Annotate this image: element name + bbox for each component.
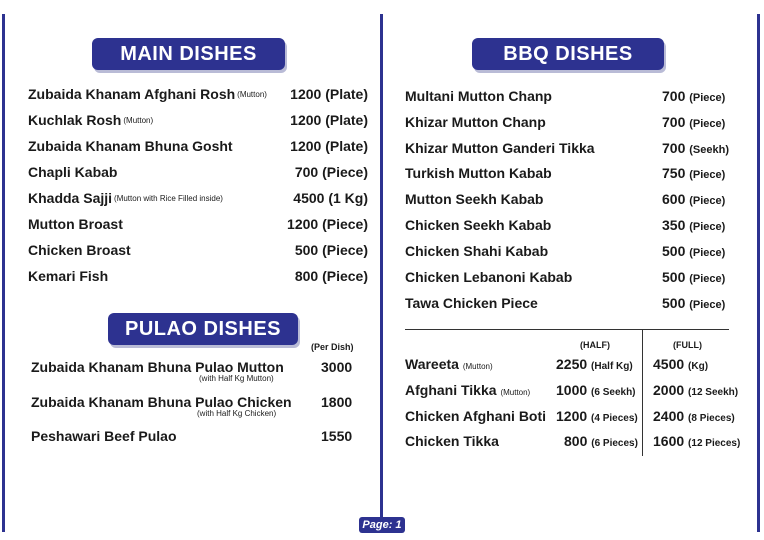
dish-price: 700 (Piece) bbox=[662, 114, 726, 130]
main-dish-item bbox=[28, 187, 368, 209]
full-price: 2400 (8 Pieces) bbox=[653, 408, 735, 424]
half-price: 800 (6 Pieces) bbox=[564, 433, 638, 449]
dish-name: Tawa Chicken Piece bbox=[405, 295, 538, 311]
dish-name: Khizar Mutton Chanp bbox=[405, 114, 546, 130]
pulao-dish-item bbox=[31, 428, 361, 444]
dish-price: 600 (Piece) bbox=[662, 191, 726, 207]
dish-note: (with Half Kg Mutton) bbox=[199, 374, 274, 383]
dish-name: Zubaida Khanam Afghani Rosh bbox=[28, 86, 236, 102]
per-dish-label: (Per Dish) bbox=[311, 342, 354, 352]
dish-price: 750 (Piece) bbox=[662, 165, 726, 181]
bbq-dishes-header: BBQ DISHES bbox=[472, 38, 664, 70]
dish-price: 500 (Piece) bbox=[662, 269, 726, 285]
dish-name: Chicken Shahi Kabab bbox=[405, 243, 549, 259]
main-dish-item bbox=[28, 213, 368, 235]
right-border-line bbox=[757, 14, 760, 532]
dish-name: Mutton Broast bbox=[28, 216, 123, 232]
bbq-dish-item bbox=[405, 85, 733, 107]
half-column-header: (HALF) bbox=[580, 340, 610, 350]
pulao-dish-item bbox=[31, 394, 361, 418]
half-price: 2250 (Half Kg) bbox=[556, 356, 633, 372]
main-dishes-header: MAIN DISHES bbox=[92, 38, 285, 70]
bbq-dish-item bbox=[405, 137, 733, 159]
dish-price: 500 (Piece) bbox=[294, 242, 368, 258]
dish-note: (with Half Kg Chicken) bbox=[197, 409, 277, 418]
dish-name: Chapli Kabab bbox=[28, 164, 118, 180]
dish-name: Chicken Afghani Boti bbox=[405, 408, 547, 424]
dish-name: Zubaida Khanam Bhuna Pulao Mutton bbox=[31, 359, 284, 375]
bbq-dish-item bbox=[405, 266, 733, 288]
center-divider-line bbox=[380, 14, 383, 520]
half-price: 1000 (6 Seekh) bbox=[556, 382, 636, 398]
dish-name: Khizar Mutton Ganderi Tikka bbox=[405, 140, 595, 156]
dish-note: (Mutton) bbox=[237, 89, 267, 99]
left-border-line bbox=[2, 14, 5, 532]
bbq-dish-item bbox=[405, 292, 733, 314]
pulao-dishes-header: PULAO DISHES bbox=[108, 313, 298, 345]
dish-name: Chicken Lebanoni Kabab bbox=[405, 269, 573, 285]
dish-price: 1200 (Plate) bbox=[290, 86, 368, 102]
dish-name: Afghani Tikka (Mutton) bbox=[405, 382, 531, 398]
main-dish-item bbox=[28, 109, 368, 131]
dish-price: 1200 (Piece) bbox=[287, 216, 368, 232]
dish-name: Multani Mutton Chanp bbox=[405, 88, 552, 104]
main-dish-item bbox=[28, 83, 368, 105]
dish-price: 1550 bbox=[321, 428, 353, 444]
dish-price: 500 (Piece) bbox=[662, 295, 726, 311]
full-price: 2000 (12 Seekh) bbox=[653, 382, 739, 398]
pulao-dish-item bbox=[31, 359, 361, 383]
dish-price: 350 (Piece) bbox=[662, 217, 726, 233]
dish-price: 700 (Piece) bbox=[294, 164, 368, 180]
full-price: 4500 (Kg) bbox=[653, 356, 709, 372]
bbq-dish-item bbox=[405, 214, 733, 236]
dish-name: Kemari Fish bbox=[28, 268, 109, 284]
dish-price: 1800 bbox=[321, 394, 353, 410]
dish-name: Peshawari Beef Pulao bbox=[31, 428, 177, 444]
table-row bbox=[405, 356, 745, 378]
dish-price: 800 (Piece) bbox=[294, 268, 368, 284]
dish-name: Zubaida Khanam Bhuna Gosht bbox=[28, 138, 233, 154]
dish-price: 3000 bbox=[321, 359, 353, 375]
dish-price: 4500 (1 Kg) bbox=[293, 190, 368, 206]
dish-note: (Mutton with Rice Filled inside) bbox=[114, 193, 223, 203]
bbq-dish-item bbox=[405, 240, 733, 262]
table-top-rule bbox=[405, 329, 729, 330]
dish-name: Kuchlak Rosh bbox=[28, 112, 122, 128]
half-price: 1200 (4 Pieces) bbox=[556, 408, 638, 424]
page-number-badge: Page: 1 bbox=[359, 517, 405, 533]
dish-name: Zubaida Khanam Bhuna Pulao Chicken bbox=[31, 394, 292, 410]
dish-name: Mutton Seekh Kabab bbox=[405, 191, 544, 207]
dish-price: 1200 (Plate) bbox=[290, 138, 368, 154]
dish-name: Khadda Sajji bbox=[28, 190, 113, 206]
full-column-header: (FULL) bbox=[673, 340, 702, 350]
main-dish-item bbox=[28, 135, 368, 157]
dish-name: Wareeta (Mutton) bbox=[405, 356, 493, 372]
dish-price: 1200 (Plate) bbox=[290, 112, 368, 128]
dish-note: (Mutton) bbox=[123, 115, 154, 125]
dish-name: Chicken Tikka bbox=[405, 433, 499, 449]
table-row bbox=[405, 408, 745, 430]
table-row bbox=[405, 433, 745, 455]
dish-name: Turkish Mutton Kabab bbox=[405, 165, 552, 181]
dish-name: Chicken Seekh Kabab bbox=[405, 217, 552, 233]
dish-name: Chicken Broast bbox=[28, 242, 131, 258]
bbq-dish-item bbox=[405, 188, 733, 210]
dish-price: 700 (Piece) bbox=[662, 88, 726, 104]
bbq-dish-item bbox=[405, 111, 733, 133]
main-dish-item bbox=[28, 239, 368, 261]
dish-price: 700 (Seekh) bbox=[662, 140, 729, 156]
dish-price: 500 (Piece) bbox=[662, 243, 726, 259]
bbq-dish-item bbox=[405, 162, 733, 184]
full-price: 1600 (12 Pieces) bbox=[653, 433, 741, 449]
main-dish-item bbox=[28, 161, 368, 183]
table-row bbox=[405, 382, 745, 404]
main-dish-item bbox=[28, 265, 368, 287]
